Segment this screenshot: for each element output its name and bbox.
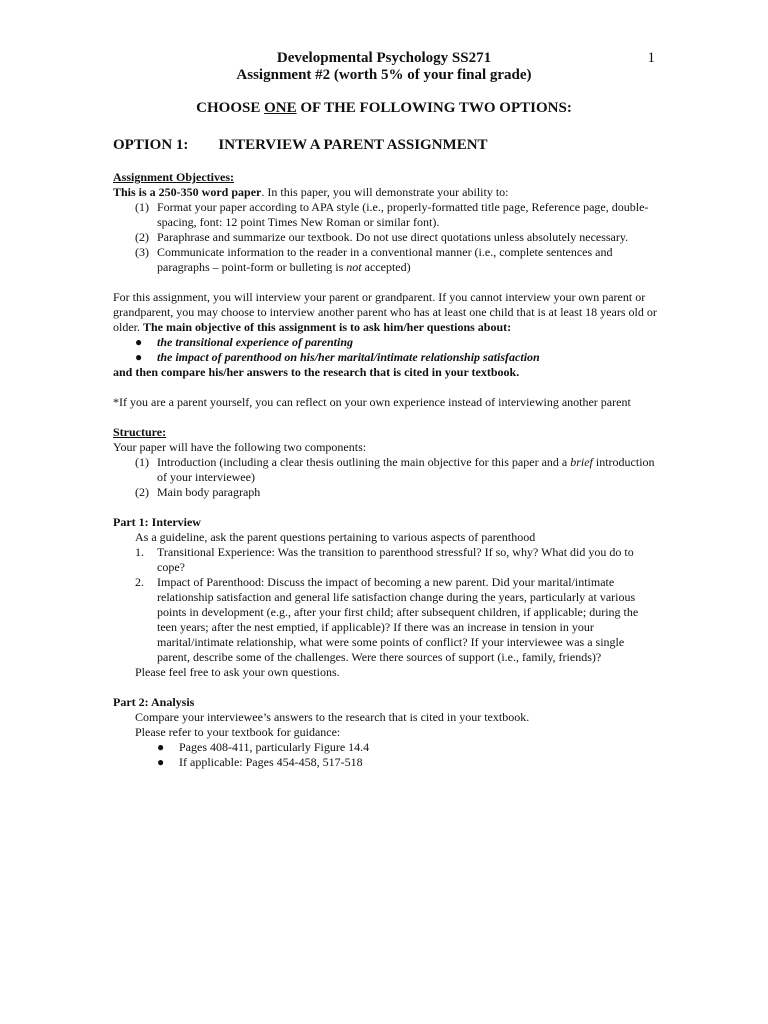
part2-bullets: [113, 740, 658, 770]
option-heading: [113, 137, 488, 154]
bullet-icon: ●: [157, 755, 165, 769]
objectives-list: [113, 200, 658, 275]
list-item: [113, 335, 658, 350]
objectives-intro-bold: This is a 250-350 word paper: [113, 185, 262, 199]
page-number: 1: [647, 50, 655, 66]
list-text: Main body paragraph: [157, 485, 261, 499]
list-text-post: accepted): [361, 260, 411, 274]
intro-closing: and then compare his/her answers to the research that is cited in your textbook.: [113, 365, 520, 379]
part2-line2: Please refer to your textbook for guidance:: [135, 725, 341, 739]
intro-paragraph: [113, 290, 658, 335]
list-item: [113, 575, 658, 665]
part1-list: [113, 545, 658, 665]
list-item: [113, 200, 658, 230]
choose-heading: [0, 100, 768, 117]
bullet-text: If applicable: Pages 454-458, 517-518: [179, 755, 363, 769]
list-text-pre: Introduction (including a clear thesis outlining the main objective for this paper and a: [157, 455, 571, 469]
objectives-intro: [113, 185, 658, 200]
parent-note: *If you are a parent yourself, you can reflect on your own experience instead of interviewing another parent: [113, 395, 631, 409]
part2-line1: Compare your interviewee’s answers to the research that is cited in your textbook.: [135, 710, 530, 724]
list-number: 1.: [135, 545, 144, 559]
objective-bullets: [113, 335, 658, 365]
list-item: [113, 545, 658, 575]
part2-heading: Part 2: Analysis: [113, 695, 195, 709]
intro-bold: The main objective of this assignment is to ask him/her questions about:: [143, 320, 512, 334]
intro-text: For this assignment, you will interview your parent or grandparent. If you cannot interview your own parent or grandparent, you may choose to interview another parent who has at least one child that is at least 18 years old or older.: [113, 290, 657, 334]
bullet-icon: ●: [135, 350, 143, 364]
objectives-intro-rest: . In this paper, you will demonstrate your ability to:: [261, 185, 509, 199]
bullet-text: Pages 408-411, particularly Figure 14.4: [179, 740, 370, 754]
list-number: (1): [135, 455, 149, 469]
list-text: Impact of Parenthood: Discuss the impact of becoming a new parent. Did your marital/intimate relationship satisfaction and general life satisfaction change during the years, particularly at various points in development (e.g., after your first child; after subsequent children, if applicable; during the teen years; after the nest emptied, if applicable)? If there was an increase in tension in your marital/intimate relationship, what were some points of conflict? If your interviewee was a single parent, describe some of the challenges. Were there sources of support (i.e., family, friends)?: [157, 575, 639, 664]
structure-intro: Your paper will have the following two components:: [113, 440, 367, 454]
list-item: [113, 245, 658, 275]
list-text: Paraphrase and summarize our textbook. Do not use direct quotations unless absolutely necessary.: [157, 230, 629, 244]
part1-intro: As a guideline, ask the parent questions pertaining to various aspects of parenthood: [135, 530, 536, 544]
choose-pre: CHOOSE: [196, 100, 265, 116]
list-number: 2.: [135, 575, 144, 589]
bullet-icon: ●: [135, 335, 143, 349]
course-title: Developmental Psychology SS271: [276, 50, 492, 66]
list-text-em: brief: [570, 455, 593, 469]
list-item: [113, 485, 658, 500]
bullet-text: the transitional experience of parenting: [157, 335, 354, 349]
objectives-heading: Assignment Objectives:: [113, 170, 234, 184]
document-body: [113, 170, 658, 770]
list-item: [113, 740, 658, 755]
option-label: OPTION 1:: [113, 137, 189, 153]
list-text-post: introduction of your interviewee): [157, 455, 655, 484]
bullet-icon: ●: [157, 740, 165, 754]
bullet-text: the impact of parenthood on his/her marital/intimate relationship satisfaction: [157, 350, 540, 364]
part1-closing: Please feel free to ask your own questions.: [135, 665, 340, 679]
choose-post: OF THE FOLLOWING TWO OPTIONS:: [296, 100, 572, 116]
part1-heading: Part 1: Interview: [113, 515, 201, 529]
list-item: [113, 350, 658, 365]
list-text: Transitional Experience: Was the transition to parenthood stressful? If so, why? What did you do to cope?: [157, 545, 634, 574]
assignment-title: Assignment #2 (worth 5% of your final grade): [236, 67, 532, 83]
list-text-em: not: [346, 260, 362, 274]
list-number: (3): [135, 245, 149, 259]
list-item: [113, 230, 658, 245]
structure-list: [113, 455, 658, 500]
list-text-pre: Communicate information to the reader in a conventional manner (i.e., complete sentences and paragraphs – point-form or bulleting is: [157, 245, 613, 274]
choose-underlined: ONE: [264, 100, 297, 116]
option-title: INTERVIEW A PARENT ASSIGNMENT: [218, 137, 488, 153]
list-text: Format your paper according to APA style (i.e., properly-formatted title page, Reference page, double-spacing, font: 12 point Times New Roman or similar font).: [157, 200, 649, 229]
list-number: (1): [135, 200, 149, 214]
list-number: (2): [135, 485, 149, 499]
structure-heading: Structure:: [113, 425, 167, 439]
list-item: [113, 755, 658, 770]
list-number: (2): [135, 230, 149, 244]
list-item: [113, 455, 658, 485]
